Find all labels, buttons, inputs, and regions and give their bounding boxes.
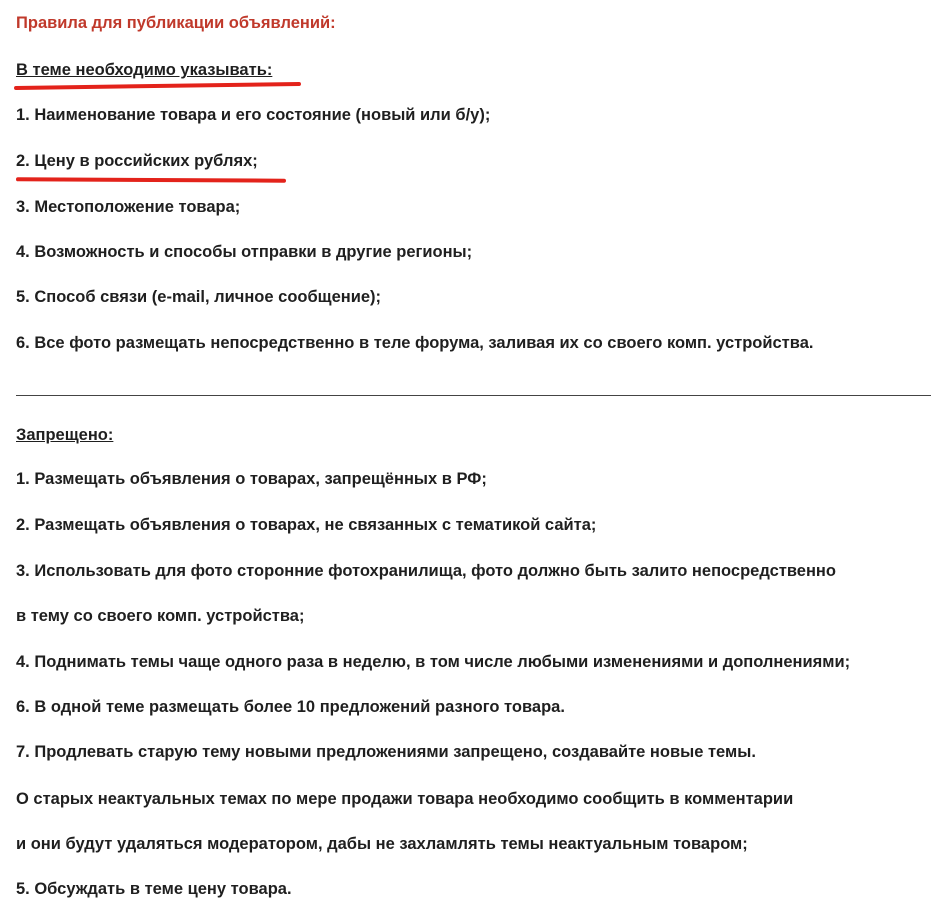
forbidden-heading: Запрещено: (16, 426, 114, 444)
required-item-4: 4. Возможность и способы отправки в другие регионы; (16, 243, 473, 261)
required-heading: В теме необходимо указывать: (16, 61, 273, 79)
required-item-2: 2. Цену в российских рублях; (16, 152, 258, 170)
required-item-1: 1. Наименование товара и его состояние (новый или б/у); (16, 106, 491, 124)
forbidden-item-3-cont: в тему со своего комп. устройства; (16, 607, 305, 625)
marker-underline-heading (14, 82, 301, 90)
forbidden-item-4: 4. Поднимать темы чаще одного раза в неделю, в том числе любыми изменениями и дополнениями; (16, 653, 851, 671)
forbidden-item-5: 5. Обсуждать в теме цену товара. (16, 880, 292, 898)
forbidden-note-1: О старых неактуальных темах по мере продажи товара необходимо сообщить в комментарии (16, 790, 794, 808)
required-item-5: 5. Способ связи (e-mail, личное сообщение); (16, 288, 382, 306)
marker-underline-price (16, 177, 286, 182)
section-divider (16, 395, 931, 396)
forbidden-item-6: 6. В одной теме размещать более 10 предложений разного товара. (16, 698, 565, 716)
forbidden-note-2: и они будут удаляться модератором, дабы не захламлять темы неактуальным товаром; (16, 835, 748, 853)
rules-title: Правила для публикации объявлений: (16, 14, 336, 32)
forbidden-item-2: 2. Размещать объявления о товарах, не связанных с тематикой сайта; (16, 516, 597, 534)
required-item-6: 6. Все фото размещать непосредственно в теле форума, заливая их со своего комп. устройства. (16, 334, 814, 352)
forbidden-item-1: 1. Размещать объявления о товарах, запрещённых в РФ; (16, 470, 487, 488)
required-item-3: 3. Местоположение товара; (16, 198, 241, 216)
forbidden-item-7: 7. Продлевать старую тему новыми предложениями запрещено, создавайте новые темы. (16, 743, 756, 761)
forbidden-item-3: 3. Использовать для фото сторонние фотохранилища, фото должно быть залито непосредственно (16, 562, 836, 580)
